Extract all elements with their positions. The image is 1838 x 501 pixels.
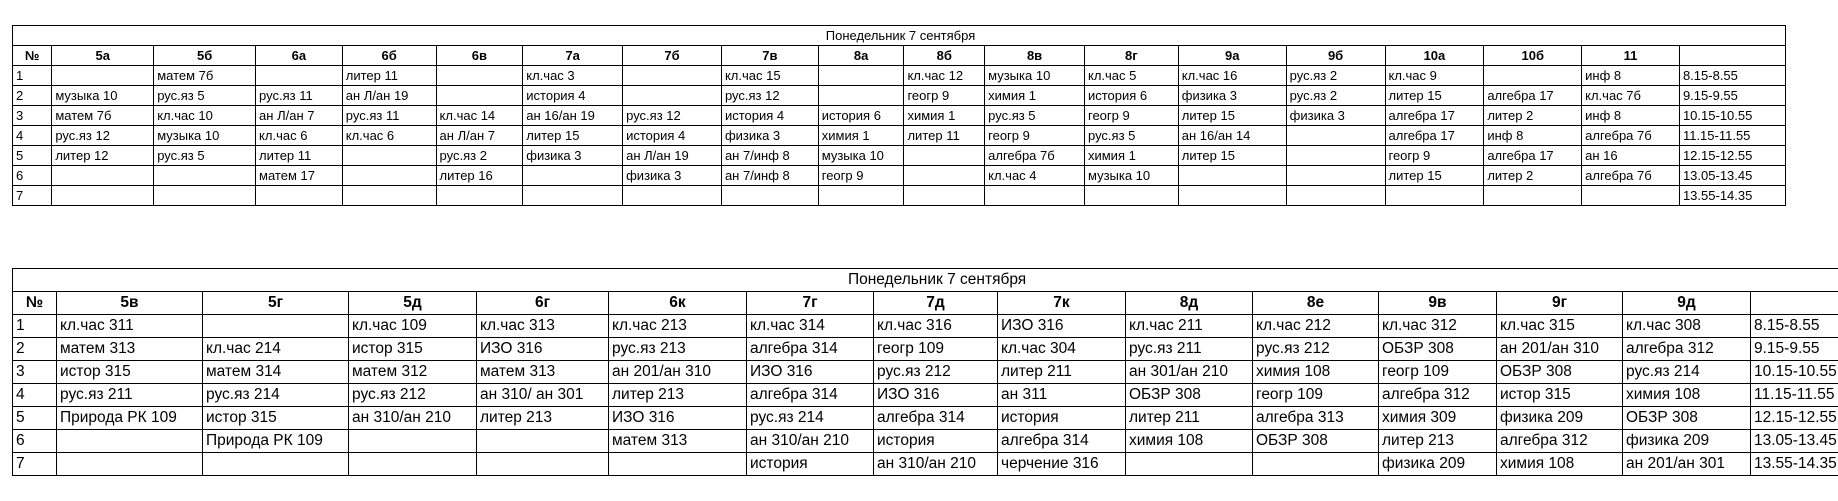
lesson-cell: история	[874, 430, 998, 453]
lesson-number-cell: 2	[13, 86, 52, 106]
lesson-cell: рус.яз 212	[349, 384, 477, 407]
column-header: 8е	[1253, 292, 1379, 315]
lesson-cell: ан Л/ан 7	[256, 106, 343, 126]
lesson-cell: рус.яз 2	[436, 146, 523, 166]
lesson-cell: черчение 316	[998, 453, 1126, 476]
lesson-time-cell: 12.15-12.55	[1751, 407, 1838, 430]
lesson-cell	[818, 86, 904, 106]
lesson-time-cell: 8.15-8.55	[1679, 66, 1785, 86]
lesson-cell: литер 15	[523, 126, 623, 146]
lesson-cell: кл.час 316	[874, 315, 998, 338]
lesson-number-cell: 6	[13, 166, 52, 186]
lesson-cell: ан 16	[1582, 146, 1680, 166]
lesson-number-cell: 3	[13, 361, 57, 384]
lesson-cell: рус.яз 214	[1623, 361, 1751, 384]
lesson-cell: ан Л/ан 19	[342, 86, 436, 106]
table-row	[13, 315, 1838, 338]
lesson-number-cell: 2	[13, 338, 57, 361]
column-header: 5в	[57, 292, 203, 315]
lesson-cell: инф 8	[1484, 126, 1582, 146]
lesson-cell: химия 1	[1084, 146, 1178, 166]
lesson-cell: рус.яз 213	[609, 338, 747, 361]
lesson-cell: литер 15	[1178, 146, 1286, 166]
lesson-cell	[342, 146, 436, 166]
lesson-cell: кл.час 12	[904, 66, 985, 86]
lesson-cell: ан 310/ан 210	[747, 430, 874, 453]
lesson-cell	[1385, 186, 1484, 206]
lesson-cell: ан 310/ан 210	[874, 453, 998, 476]
lesson-cell: алгебра 17	[1484, 146, 1582, 166]
lesson-cell: история 4	[523, 86, 623, 106]
lesson-cell: инф 8	[1582, 66, 1680, 86]
lesson-cell: алгебра 7б	[1582, 126, 1680, 146]
lesson-cell: рус.яз 2	[1286, 66, 1385, 86]
column-header: 7а	[523, 46, 623, 66]
table-row	[13, 338, 1838, 361]
lesson-cell: музыка 10	[818, 146, 904, 166]
lesson-cell: кл.час 16	[1178, 66, 1286, 86]
lesson-cell: история 4	[623, 126, 722, 146]
lesson-cell: матем 7б	[154, 66, 256, 86]
lesson-cell: кл.час 304	[998, 338, 1126, 361]
table-row	[13, 106, 1786, 126]
table-row	[13, 430, 1838, 453]
lesson-cell: алгебра 312	[1497, 430, 1623, 453]
lesson-cell: литер 15	[1385, 166, 1484, 186]
lesson-cell	[203, 453, 349, 476]
lesson-cell: литер 213	[609, 384, 747, 407]
lesson-cell: ан Л/ан 7	[436, 126, 523, 146]
lesson-cell	[1286, 186, 1385, 206]
lesson-cell: кл.час 312	[1379, 315, 1497, 338]
schedule-table-1	[12, 25, 1786, 206]
header-row	[13, 46, 1786, 66]
lesson-cell: рус.яз 212	[1253, 338, 1379, 361]
lesson-cell: химия 108	[1253, 361, 1379, 384]
lesson-cell: ан 201/ан 310	[609, 361, 747, 384]
column-header: 9д	[1623, 292, 1751, 315]
lesson-cell: геогр 9	[1084, 106, 1178, 126]
lesson-cell: алгебра 7б	[1582, 166, 1680, 186]
column-header: 7д	[874, 292, 998, 315]
lesson-cell: литер 211	[1126, 407, 1253, 430]
lesson-cell	[436, 86, 523, 106]
lesson-cell: ан 16/ан 14	[1178, 126, 1286, 146]
schedule-table-1-body	[13, 26, 1786, 206]
lesson-cell: литер 11	[904, 126, 985, 146]
lesson-cell: ИЗО 316	[874, 384, 998, 407]
lesson-cell: кл.час 109	[349, 315, 477, 338]
lesson-number-cell: 4	[13, 384, 57, 407]
lesson-cell	[1178, 166, 1286, 186]
lesson-cell: химия 108	[1623, 384, 1751, 407]
lesson-cell: литер 15	[1385, 86, 1484, 106]
lesson-time-cell: 10.15-10.55	[1679, 106, 1785, 126]
lesson-cell: истор 315	[57, 361, 203, 384]
lesson-number-cell: 7	[13, 186, 52, 206]
lesson-cell	[349, 430, 477, 453]
lesson-number-cell: 3	[13, 106, 52, 126]
lesson-cell: кл.час 6	[256, 126, 343, 146]
column-header: 8а	[818, 46, 904, 66]
lesson-time-cell: 12.15-12.55	[1679, 146, 1785, 166]
lesson-cell: физика 3	[1178, 86, 1286, 106]
lesson-cell: химия 1	[985, 86, 1085, 106]
lesson-cell: истор 315	[349, 338, 477, 361]
lesson-time-cell: 8.15-8.55	[1751, 315, 1838, 338]
lesson-number-cell: 7	[13, 453, 57, 476]
lesson-time-cell: 13.05-13.45	[1751, 430, 1838, 453]
lesson-cell: матем 313	[57, 338, 203, 361]
lesson-cell: рус.яз 12	[721, 86, 818, 106]
lesson-cell: кл.час 7б	[1582, 86, 1680, 106]
lesson-time-cell: 11.15-11.55	[1679, 126, 1785, 146]
lesson-cell: ан 7/инф 8	[721, 146, 818, 166]
table-row	[13, 86, 1786, 106]
lesson-cell: литер 12	[52, 146, 154, 166]
lesson-cell	[342, 186, 436, 206]
table-caption-row	[13, 269, 1838, 292]
lesson-cell: алгебра 312	[1379, 384, 1497, 407]
lesson-cell: кл.час 214	[203, 338, 349, 361]
lesson-cell: рус.яз 211	[57, 384, 203, 407]
table-title: Понедельник 7 сентября	[13, 269, 1838, 292]
lesson-cell: химия 108	[1497, 453, 1623, 476]
lesson-cell: история	[747, 453, 874, 476]
lesson-cell: физика 3	[623, 166, 722, 186]
lesson-cell: ан Л/ан 19	[623, 146, 722, 166]
lesson-cell	[57, 453, 203, 476]
lesson-cell: химия 108	[1126, 430, 1253, 453]
lesson-cell: кл.час 3	[523, 66, 623, 86]
lesson-cell: литер 211	[998, 361, 1126, 384]
lesson-number-cell: 1	[13, 315, 57, 338]
lesson-cell: ОБЗР 308	[1497, 361, 1623, 384]
table-title: Понедельник 7 сентября	[13, 26, 1786, 46]
lesson-cell: геогр 9	[904, 86, 985, 106]
column-header: 9г	[1497, 292, 1623, 315]
lesson-cell: ан 201/ан 301	[1623, 453, 1751, 476]
lesson-cell: кл.час 9	[1385, 66, 1484, 86]
lesson-cell: алгебра 314	[747, 338, 874, 361]
lesson-cell: геогр 9	[1385, 146, 1484, 166]
lesson-cell: рус.яз 5	[154, 146, 256, 166]
lesson-cell: кл.час 10	[154, 106, 256, 126]
lesson-cell: кл.час 14	[436, 106, 523, 126]
lesson-cell: кл.час 308	[1623, 315, 1751, 338]
table-row	[13, 186, 1786, 206]
lesson-cell	[1484, 66, 1582, 86]
lesson-cell: история	[998, 407, 1126, 430]
column-header: 7б	[623, 46, 722, 66]
lesson-cell: алгебра 313	[1253, 407, 1379, 430]
lesson-cell	[609, 453, 747, 476]
column-header: 9в	[1379, 292, 1497, 315]
lesson-cell: геогр 109	[1253, 384, 1379, 407]
lesson-cell: литер 16	[436, 166, 523, 186]
lesson-cell: рус.яз 5	[154, 86, 256, 106]
lesson-cell	[523, 186, 623, 206]
lesson-cell	[1178, 186, 1286, 206]
column-header	[1751, 292, 1838, 315]
column-header: 8д	[1126, 292, 1253, 315]
lesson-cell	[436, 186, 523, 206]
lesson-cell: алгебра 17	[1385, 106, 1484, 126]
lesson-cell: кл.час 15	[721, 66, 818, 86]
lesson-cell: рус.яз 12	[623, 106, 722, 126]
lesson-cell: ан 7/инф 8	[721, 166, 818, 186]
lesson-cell: история 6	[818, 106, 904, 126]
lesson-cell: химия 1	[818, 126, 904, 146]
lesson-cell: ИЗО 316	[998, 315, 1126, 338]
lesson-time-cell: 13.05-13.45	[1679, 166, 1785, 186]
lesson-cell: матем 314	[203, 361, 349, 384]
lesson-cell: матем 313	[609, 430, 747, 453]
table-row	[13, 146, 1786, 166]
lesson-cell	[1253, 453, 1379, 476]
lesson-cell: литер 213	[477, 407, 609, 430]
column-header: 7г	[747, 292, 874, 315]
lesson-cell: рус.яз 11	[256, 86, 343, 106]
lesson-cell: ИЗО 316	[747, 361, 874, 384]
lesson-cell: Природа РК 109	[57, 407, 203, 430]
lesson-number-cell: 5	[13, 407, 57, 430]
lesson-cell: литер 213	[1379, 430, 1497, 453]
lesson-cell: матем 312	[349, 361, 477, 384]
lesson-cell: алгебра 7б	[985, 146, 1085, 166]
column-header: 8б	[904, 46, 985, 66]
lesson-time-cell: 13.55-14.35	[1679, 186, 1785, 206]
lesson-cell: алгебра 314	[998, 430, 1126, 453]
column-header: 8в	[985, 46, 1085, 66]
lesson-cell: ан 310/ан 210	[349, 407, 477, 430]
lesson-cell: литер 11	[342, 66, 436, 86]
table-row	[13, 126, 1786, 146]
lesson-cell: матем 17	[256, 166, 343, 186]
lesson-cell: инф 8	[1582, 106, 1680, 126]
lesson-cell: кл.час 311	[57, 315, 203, 338]
lesson-time-cell: 9.15-9.55	[1679, 86, 1785, 106]
lesson-cell: кл.час 213	[609, 315, 747, 338]
lesson-number-cell: 4	[13, 126, 52, 146]
column-header: 5д	[349, 292, 477, 315]
lesson-cell: физика 3	[1286, 106, 1385, 126]
lesson-time-cell: 9.15-9.55	[1751, 338, 1838, 361]
lesson-cell	[721, 186, 818, 206]
lesson-cell	[1582, 186, 1680, 206]
lesson-cell: кл.час 4	[985, 166, 1085, 186]
column-header: 11	[1582, 46, 1680, 66]
lesson-cell: ОБЗР 308	[1623, 407, 1751, 430]
lesson-cell	[1084, 186, 1178, 206]
table-row	[13, 453, 1838, 476]
lesson-time-cell: 11.15-11.55	[1751, 384, 1838, 407]
lesson-cell: рус.яз 211	[1126, 338, 1253, 361]
lesson-cell: литер 11	[256, 146, 343, 166]
lesson-cell	[1286, 146, 1385, 166]
lesson-cell	[349, 453, 477, 476]
header-row	[13, 292, 1838, 315]
lesson-cell: геогр 9	[985, 126, 1085, 146]
lesson-cell	[1484, 186, 1582, 206]
column-header: 10б	[1484, 46, 1582, 66]
column-header: 6г	[477, 292, 609, 315]
schedule-table-2-body	[13, 269, 1838, 476]
lesson-cell: кл.час 314	[747, 315, 874, 338]
column-header: 9б	[1286, 46, 1385, 66]
lesson-cell	[623, 66, 722, 86]
lesson-cell	[52, 186, 154, 206]
lesson-cell: алгебра 17	[1385, 126, 1484, 146]
lesson-cell	[1286, 166, 1385, 186]
lesson-cell: ан 16/ан 19	[523, 106, 623, 126]
lesson-cell: рус.яз 214	[203, 384, 349, 407]
column-header	[1679, 46, 1785, 66]
lesson-cell: литер 2	[1484, 106, 1582, 126]
lesson-cell	[342, 166, 436, 186]
lesson-number-cell: 6	[13, 430, 57, 453]
lesson-cell	[256, 186, 343, 206]
lesson-cell: кл.час 6	[342, 126, 436, 146]
table-row	[13, 361, 1838, 384]
lesson-cell	[623, 86, 722, 106]
lesson-cell: физика 209	[1623, 430, 1751, 453]
lesson-cell	[523, 166, 623, 186]
column-header: 7в	[721, 46, 818, 66]
lesson-cell: ан 201/ан 310	[1497, 338, 1623, 361]
lesson-cell	[985, 186, 1085, 206]
lesson-cell: кл.час 211	[1126, 315, 1253, 338]
lesson-cell: рус.яз 212	[874, 361, 998, 384]
lesson-cell: алгебра 312	[1623, 338, 1751, 361]
lesson-cell	[818, 66, 904, 86]
lesson-cell: ИЗО 316	[477, 338, 609, 361]
lesson-cell: ИЗО 316	[609, 407, 747, 430]
lesson-cell: музыка 10	[985, 66, 1085, 86]
lesson-cell	[52, 66, 154, 86]
column-header: 7к	[998, 292, 1126, 315]
lesson-cell: физика 209	[1497, 407, 1623, 430]
lesson-cell: ОБЗР 308	[1253, 430, 1379, 453]
lesson-cell: рус.яз 5	[1084, 126, 1178, 146]
lesson-cell: кл.час 315	[1497, 315, 1623, 338]
table-row	[13, 384, 1838, 407]
column-header: 5а	[52, 46, 154, 66]
lesson-cell: ОБЗР 308	[1126, 384, 1253, 407]
lesson-cell: ОБЗР 308	[1379, 338, 1497, 361]
column-header: 6к	[609, 292, 747, 315]
lesson-cell	[57, 430, 203, 453]
lesson-cell	[154, 186, 256, 206]
lesson-cell	[904, 166, 985, 186]
lesson-cell: кл.час 5	[1084, 66, 1178, 86]
lesson-cell: геогр 109	[1379, 361, 1497, 384]
column-header: 6а	[256, 46, 343, 66]
table-row	[13, 166, 1786, 186]
lesson-cell: матем 313	[477, 361, 609, 384]
column-header: №	[13, 292, 57, 315]
lesson-cell: ан 310/ ан 301	[477, 384, 609, 407]
lesson-cell	[52, 166, 154, 186]
lesson-cell: матем 7б	[52, 106, 154, 126]
schedule-table-2	[12, 268, 1838, 476]
lesson-cell: физика 3	[523, 146, 623, 166]
lesson-cell: алгебра 314	[747, 384, 874, 407]
table-caption-row	[13, 26, 1786, 46]
lesson-cell: Природа РК 109	[203, 430, 349, 453]
lesson-cell: химия 1	[904, 106, 985, 126]
lesson-cell	[203, 315, 349, 338]
lesson-cell	[477, 453, 609, 476]
table-row	[13, 66, 1786, 86]
column-header: 5г	[203, 292, 349, 315]
column-header: 5б	[154, 46, 256, 66]
lesson-cell: истор 315	[203, 407, 349, 430]
lesson-cell: литер 15	[1178, 106, 1286, 126]
lesson-cell	[623, 186, 722, 206]
lesson-cell: музыка 10	[154, 126, 256, 146]
lesson-cell: ан 311	[998, 384, 1126, 407]
lesson-time-cell: 13.55-14.35	[1751, 453, 1838, 476]
lesson-cell	[1126, 453, 1253, 476]
lesson-cell	[904, 186, 985, 206]
lesson-cell: алгебра 314	[874, 407, 998, 430]
lesson-cell: геогр 109	[874, 338, 998, 361]
lesson-cell: кл.час 313	[477, 315, 609, 338]
lesson-cell: истор 315	[1497, 384, 1623, 407]
lesson-cell: рус.яз 11	[342, 106, 436, 126]
lesson-cell: физика 3	[721, 126, 818, 146]
lesson-cell: рус.яз 214	[747, 407, 874, 430]
lesson-cell	[154, 166, 256, 186]
lesson-cell	[477, 430, 609, 453]
lesson-cell	[256, 66, 343, 86]
lesson-cell: музыка 10	[52, 86, 154, 106]
lesson-cell: музыка 10	[1084, 166, 1178, 186]
table-row	[13, 407, 1838, 430]
column-header: 8г	[1084, 46, 1178, 66]
column-header: №	[13, 46, 52, 66]
lesson-cell: химия 309	[1379, 407, 1497, 430]
lesson-cell	[1286, 126, 1385, 146]
lesson-time-cell: 10.15-10.55	[1751, 361, 1838, 384]
column-header: 6б	[342, 46, 436, 66]
lesson-cell	[436, 66, 523, 86]
column-header: 9а	[1178, 46, 1286, 66]
lesson-cell: геогр 9	[818, 166, 904, 186]
column-header: 10а	[1385, 46, 1484, 66]
lesson-cell: физика 209	[1379, 453, 1497, 476]
lesson-number-cell: 1	[13, 66, 52, 86]
column-header: 6в	[436, 46, 523, 66]
lesson-number-cell: 5	[13, 146, 52, 166]
lesson-cell: рус.яз 2	[1286, 86, 1385, 106]
lesson-cell: ан 301/ан 210	[1126, 361, 1253, 384]
lesson-cell: история 4	[721, 106, 818, 126]
lesson-cell: литер 2	[1484, 166, 1582, 186]
lesson-cell: история 6	[1084, 86, 1178, 106]
lesson-cell: кл.час 212	[1253, 315, 1379, 338]
lesson-cell	[904, 146, 985, 166]
lesson-cell: алгебра 17	[1484, 86, 1582, 106]
lesson-cell: рус.яз 5	[985, 106, 1085, 126]
lesson-cell: рус.яз 12	[52, 126, 154, 146]
lesson-cell	[818, 186, 904, 206]
